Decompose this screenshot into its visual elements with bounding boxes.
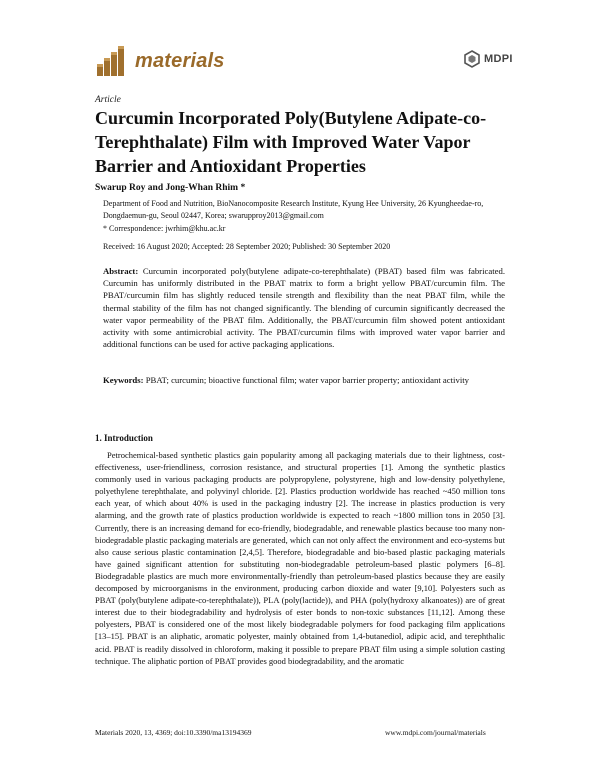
mdpi-logo-icon	[463, 50, 481, 68]
keywords-text: PBAT; curcumin; bioactive functional film; water vapor barrier property; antioxidant activity	[145, 375, 469, 385]
affiliation: Department of Food and Nutrition, BioNanocomposite Research Institute, Kyung Hee University, 26 Kyungheedae-ro, Dongdaemun-gu, Seoul 02447, Korea; swarupproy2013@gmail.com	[103, 199, 484, 220]
keywords-label: Keywords:	[103, 375, 144, 385]
abstract-text: Curcumin incorporated poly(butylene adipate-co-terephthalate) (PBAT) based film was fabricated. Curcumin has uniformly distributed in the PBAT matrix to form a bright yellow PBAT/curcumin film. The PBAT/curcumin film has slightly reduced tensile strength and flexibility than the neat PBAT film, while the thermal stability of the film has not changed significantly. The blending of curcumin significantly decreased the water vapor permeability of the PBAT film. Additionally, the PBAT/curcumin film showed potent antioxidant activity with some antimicrobial activity. The PBAT/curcumin films with improved water vapor barrier and additional functions can be used for active packaging applications.	[103, 266, 505, 350]
journal-name: materials	[135, 49, 225, 72]
paper-title: Curcumin Incorporated Poly(Butylene Adipate-co-Terephthalate) Film with Improved Water Vapor Barrier and Antioxidant Properties	[95, 108, 487, 176]
footer-citation: Materials 2020, 13, 4369; doi:10.3390/ma13194369	[95, 728, 252, 737]
correspondence: * Correspondence: jwrhim@khu.ac.kr	[103, 224, 226, 233]
journal-logo	[95, 44, 225, 78]
keywords	[103, 374, 505, 386]
abstract-label: Abstract:	[103, 266, 139, 276]
publisher-logo	[463, 50, 513, 68]
section-heading: 1. Introduction	[95, 433, 153, 443]
footer-url: www.mdpi.com/journal/materials	[385, 728, 486, 737]
abstract	[103, 265, 505, 350]
author-list: Swarup Roy and Jong-Whan Rhim *	[95, 183, 246, 193]
article-type: Article	[95, 95, 121, 105]
materials-logo-icon	[95, 44, 129, 78]
publisher-name: MDPI	[484, 53, 513, 65]
introduction-body: Petrochemical-based synthetic plastics gain popularity among all packaging materials due to their lightness, cost-effectiveness, user-friendliness, corrosion resistance, and structural properties [1]. Among the synthetic plastics commonly used in various packaging products are polypropylene, polystyrene, high and low-density polyethylene, polyethylene terephthalate, and polyvinyl chloride. [2]. Plastics production worldwide has reached ~450 million tons each year, of which about 40% is used in the packaging industry [2]. The increase in plastics production is very alarming, and the growth rate of plastics production worldwide is expected to reach ~1800 million tons in 2050 [3]. Currently, there is an increasing demand for eco-friendly, biodegradable, and renewable plastics because too many non-biodegradable plastic packaging materials are generated, which can not only affect the environment and eco-systems but also cause serious plastic contamination [2,4,5]. Therefore, biodegradable and bio-based plastic packaging materials have gained significant attention for substituting non-biodegradable petroleum-based plastic polymers [6–8]. Biodegradable plastics are much more environmentally-friendly than petroleum-based plastics because they are easily decomposed by microorganisms in the environment, producing carbon dioxide and water [9,10]. Polyesters such as PBAT (poly(butylene adipate-co-terephthalate)), PLA (poly(lactide)), and PHA (poly(hydroxy alkanoates)) are of great interest due to their biodegradability and hydrolysis of ester bonds to non-toxic substances [11,12]. Among these polyesters, PBAT is considered one of the most likely biodegradable polymers for food packaging film applications [13–15]. PBAT is an aliphatic, aromatic polyester, mainly obtained from 1,4-butanediol, adipic acid, and terephthalic acid. PBAT is readily dissolved in chloroform, making it possible to prepare PBAT film using a simple solution casting technique. The aliphatic portion of PBAT provides good biodegradability, and the aromatic	[95, 450, 505, 666]
publication-dates: Received: 16 August 2020; Accepted: 28 September 2020; Published: 30 September 2020	[103, 242, 391, 251]
